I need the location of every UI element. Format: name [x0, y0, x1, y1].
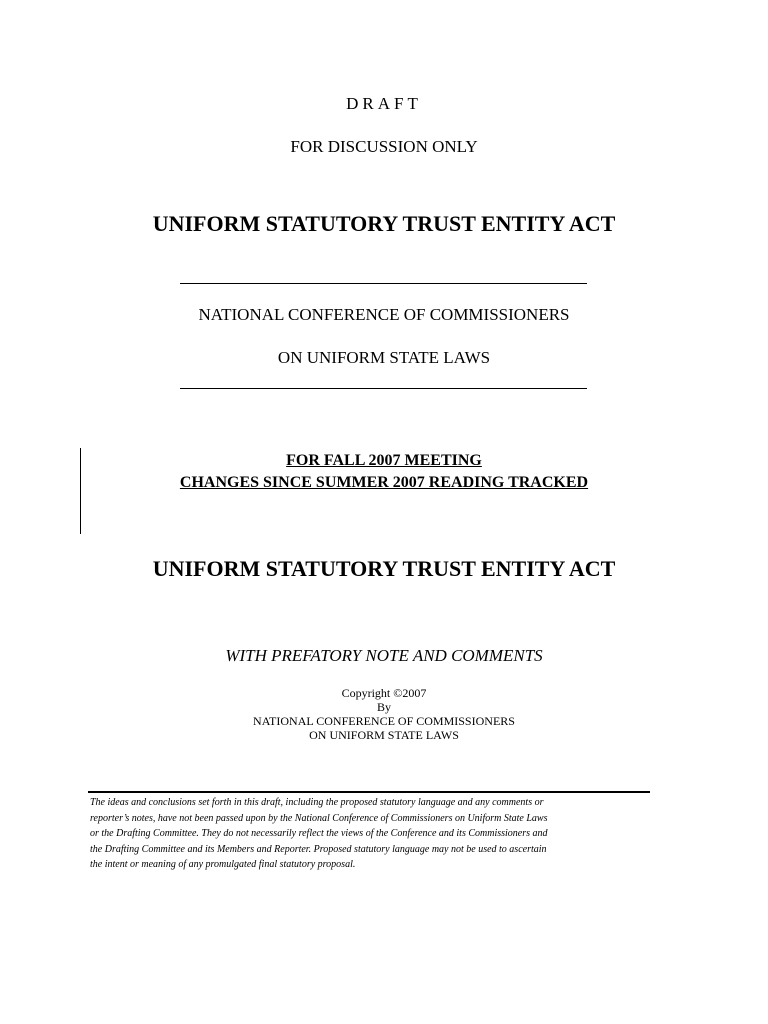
changes-tracked-heading: CHANGES SINCE SUMMER 2007 READING TRACKED	[179, 474, 589, 491]
disclaimer-line: reporter’s notes, have not been passed upon by the National Conference of Commissioners on Uniform State Laws	[90, 812, 548, 824]
divider-bottom	[180, 388, 587, 389]
conference-name-line2: ON UNIFORM STATE LAWS	[277, 348, 491, 367]
copyright-by: By	[376, 700, 391, 714]
copyright-holder-line1: NATIONAL CONFERENCE OF COMMISSIONERS	[253, 714, 515, 728]
disclaimer-line: The ideas and conclusions set forth in this draft, including the proposed statutory language and any comments or	[90, 797, 544, 808]
document-title-repeat: UNIFORM STATUTORY TRUST ENTITY ACT	[152, 556, 616, 581]
discussion-label: FOR DISCUSSION ONLY	[290, 137, 478, 156]
disclaimer-line: the intent or meaning of any promulgated final statutory proposal.	[90, 859, 356, 870]
disclaimer-line: or the Drafting Committee. They do not necessarily reflect the views of the Conference and its Commissioners and	[90, 828, 548, 839]
disclaimer	[90, 795, 650, 873]
footer-divider	[88, 791, 650, 793]
prefatory-note-label: WITH PREFATORY NOTE AND COMMENTS	[225, 646, 543, 665]
copyright-line: Copyright ©2007	[341, 686, 427, 700]
divider-top	[180, 283, 587, 284]
document-title: UNIFORM STATUTORY TRUST ENTITY ACT	[152, 211, 616, 236]
disclaimer-line: the Drafting Committee and its Members and Reporter. Proposed statutory language may not be used to ascertain	[90, 843, 547, 855]
copyright-holder-line2: ON UNIFORM STATE LAWS	[309, 728, 459, 742]
conference-name-line1: NATIONAL CONFERENCE OF COMMISSIONERS	[198, 305, 570, 324]
draft-label: DRAFT	[346, 94, 422, 113]
meeting-heading: FOR FALL 2007 MEETING	[286, 452, 482, 469]
copyright-block	[0, 686, 768, 742]
